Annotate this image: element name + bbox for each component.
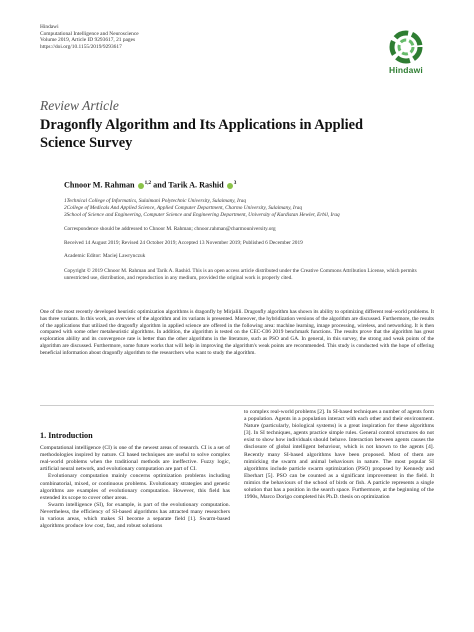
copyright-notice: Copyright © 2019 Chnoor M. Rahman and Tarik A. Rashid. This is an open access article distributed under the Creative Commons Attribution License, which permits unrestricted use, distribution, and reproduction in any medium, provided the original work is properly cited. — [64, 268, 417, 281]
author-line — [64, 180, 236, 190]
author-2[interactable]: Tarik A. Rashid — [168, 180, 224, 190]
affiliation-1: 1Technical College of Informatics, Sulaimani Polytechnic University, Sulaimany, Iraq — [64, 198, 247, 204]
journal-full-name: Computational Intelligence and Neuroscience — [40, 30, 139, 37]
affiliation-2: 2College of Medicals And Applied Science, Applied Computer Department, Charmo University, Sulaimany, Iraq — [64, 204, 303, 211]
column-left — [40, 432, 230, 530]
correspondence: Correspondence should be addressed to Chnoor M. Rahman; chnoor.rahman@charmouniversity.org — [64, 226, 276, 232]
paragraph: Evolutionary computation mainly concerns optimization problems including combinatorial, mixed, or continuous problems. Evolutionary strategies and genetic algorithms are examples of evolutionary computation. However, this field has extended its scope to cover other areas. — [40, 473, 230, 501]
paragraph: Swarm intelligence (SI), for example, is part of the evolutionary computation. Nevertheless, the efficiency of SI-based algorithms has attracted many researchers in various areas, which makes SI become a separate field [1]. Swarm-based algorithms produce low cost, fast, and robust solutions — [40, 501, 230, 530]
paper-title: Dragonfly Algorithm and Its Applications in Applied Science Survey — [40, 117, 364, 151]
article-type: Review Article — [40, 98, 119, 113]
author-conjunction: and — [153, 180, 167, 190]
journal-header — [40, 24, 139, 50]
affiliation-3: 3School of Science and Engineering, Computer Science and Engineering Department, University of Kurdistan Hewler, Erbil, Iraq — [64, 211, 340, 218]
section-heading: 1. Introduction — [40, 431, 93, 440]
logo-wordmark: Hindawi — [389, 65, 423, 75]
volume-line: Volume 2019, Article ID 9293617, 21 pages — [40, 37, 136, 44]
journal-name: Hindawi — [40, 24, 59, 30]
author-1-affil: 1,2 — [144, 180, 152, 186]
doi-link[interactable]: https://doi.org/10.1155/2019/9293617 — [40, 43, 122, 50]
hindawi-logo-icon — [389, 30, 423, 64]
affiliations — [64, 198, 434, 218]
paragraph: to complex real-world problems [2]. In SI-based techniques a number of agents form a population. Agents in a population interact with each other and their environment. Nature (particularly, biological systems) is a great inspiration for these algorithms [3]. In SI techniques, agents practice simple rules. General control structures do not exist to show how individuals should behave. Interaction between agents causes the disclosure of global intelligent behaviour, which is not known to the agents [4]. Recently many SI-based algorithms have been proposed. Most of them are mimicking the swarm and animal behaviours in nature. The most popular SI algorithms include particle swarm optimization (PSO) proposed by Kennedy and Eberhart [5]. PSO can be counted as a significant improvement in the field. It mimics the behaviours of the school of birds or fish. A particle represents a single solution that has a position in the search space. Furthermore, at the beginning of the 1990s, Marco Dorigo completed his Ph.D. thesis on optimization — [244, 409, 434, 501]
abstract: One of the most recently developed heuristic optimization algorithms is dragonfly by Mirjalili. Dragonfly algorithm has shown its ability to optimizing different real-world problems. It has three variants. In this work, an overview of the algorithm and its variants is presented. Moreover, the hybridization versions of the algorithm are discussed. Furthermore, the results of the applications that utilized the dragonfly algorithm in applied science are offered in the following area: machine learning, image processing, wireless, and networking. It is then compared with some other metaheuristic algorithms. In addition, the algorithm is tested on the CEC-C06 2019 benchmark functions. The results prove that the algorithm has great exploration ability and its convergence rate is better than the other algorithms in the literature, such as PSO and GA. In general, in this survey, the strong and weak points of the algorithm are discussed. Furthermore, some future works that will help in improving the algorithm's weak points are recommended. This study is conducted with the hope of offering beneficial information about dragonfly algorithm to the researchers who want to study the algorithm. — [40, 309, 434, 356]
paragraph: Computational intelligence (CI) is one of the newest areas of research. CI is a set of methodologies inspired by nature. CI based techniques are useful to solve complex real-world problems when the traditional methods are ineffective. Fuzzy logic, artificial neural network, and evolutionary computation are part of CI. — [40, 445, 230, 473]
publication-dates: Received 14 August 2019; Revised 24 October 2019; Accepted 13 November 2019; Published 6 December 2019 — [64, 240, 303, 246]
divider — [40, 405, 434, 406]
column-right — [244, 409, 434, 501]
author-1[interactable]: Chnoor M. Rahman — [64, 180, 135, 190]
orcid-icon[interactable] — [138, 183, 144, 189]
academic-editor: Academic Editor: Maciej Lawrynczuk — [64, 253, 146, 259]
orcid-icon[interactable] — [227, 183, 233, 189]
publisher-logo — [378, 30, 434, 75]
author-2-affil: 3 — [233, 180, 237, 186]
